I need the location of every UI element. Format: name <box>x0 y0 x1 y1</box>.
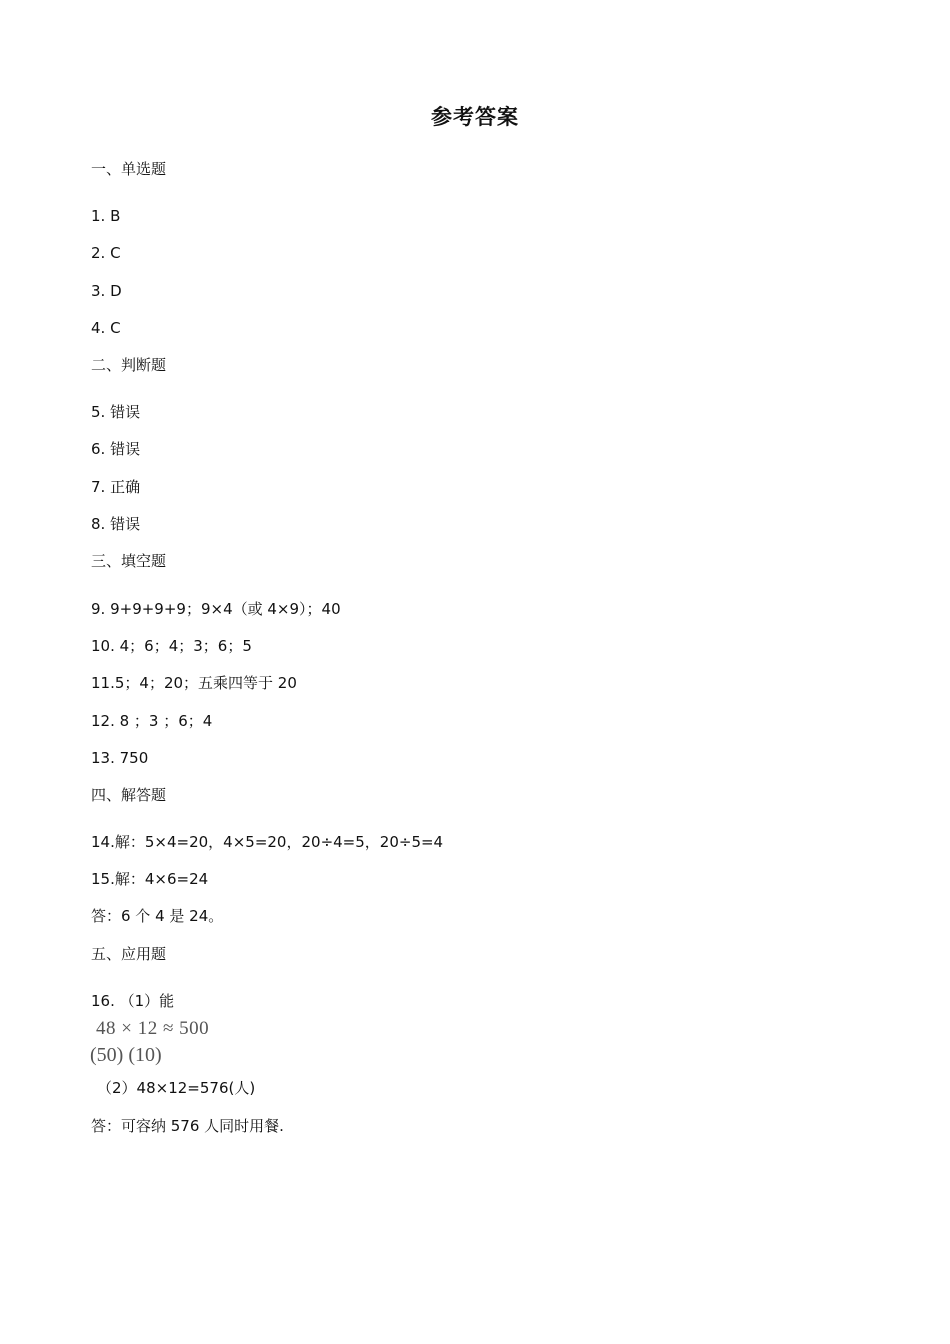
answer-14: 14.解：5×4=20，4×5=20，20÷4=5，20÷5=4 <box>91 833 444 851</box>
section-heading-true-false: 二、判断题 <box>91 356 167 374</box>
answer-8: 8. 错误 <box>91 515 141 533</box>
answer-1: 1. B <box>91 207 121 225</box>
section-heading-solve: 四、解答题 <box>91 786 167 804</box>
answer-11: 11.5；4；20；五乘四等于 20 <box>91 674 297 692</box>
answer-7: 7. 正确 <box>91 478 141 496</box>
section-heading-application: 五、应用题 <box>91 945 167 963</box>
estimation-equation: 48 × 12 ≈ 500 <box>96 1018 210 1039</box>
answer-15-conclusion: 答：6 个 4 是 24。 <box>91 907 224 925</box>
answer-16-part-1: 16. （1）能 <box>91 992 175 1010</box>
answer-3: 3. D <box>91 282 122 300</box>
answer-13: 13. 750 <box>91 749 149 767</box>
answer-15: 15.解：4×6=24 <box>91 870 209 888</box>
answer-5: 5. 错误 <box>91 403 141 421</box>
estimation-rounded-values: (50) (10) <box>90 1044 162 1066</box>
answer-16-part-2: （2）48×12=576(人) <box>97 1079 256 1097</box>
estimation-figure <box>90 1016 209 1068</box>
answer-2: 2. C <box>91 244 121 262</box>
answer-4: 4. C <box>91 319 121 337</box>
answer-10: 10. 4；6；4；3；6；5 <box>91 637 252 655</box>
section-heading-fill-in: 三、填空题 <box>91 552 167 570</box>
answer-6: 6. 错误 <box>91 440 141 458</box>
answer-16-conclusion: 答：可容纳 576 人同时用餐. <box>91 1117 284 1135</box>
section-heading-single-choice: 一、单选题 <box>91 160 167 178</box>
page-title: 参考答案 <box>431 105 519 129</box>
answer-12: 12. 8 ；3 ；6；4 <box>91 712 213 730</box>
answer-9: 9. 9+9+9+9；9×4（或 4×9）；40 <box>91 600 341 618</box>
